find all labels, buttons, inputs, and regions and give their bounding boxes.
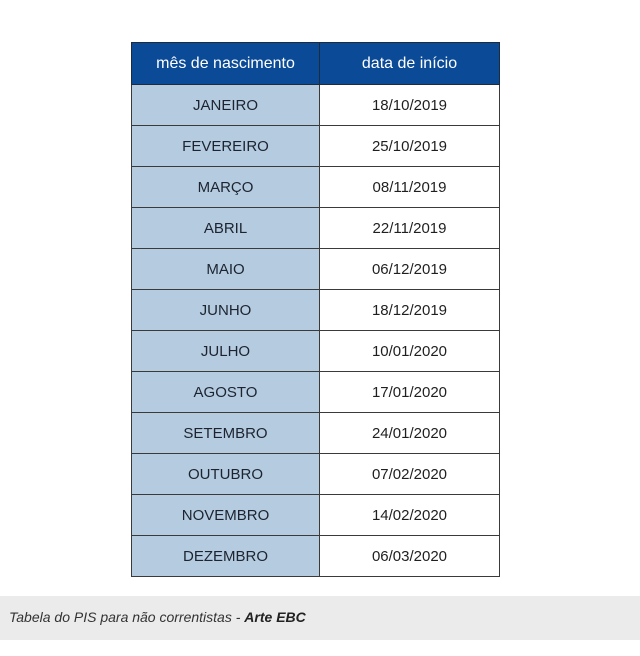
month-cell: JANEIRO [132,85,320,126]
table-row [132,85,500,126]
header-start-date: data de início [320,43,500,85]
month-cell: MAIO [132,249,320,290]
date-cell: 06/12/2019 [320,249,500,290]
date-cell: 08/11/2019 [320,167,500,208]
month-cell: ABRIL [132,208,320,249]
month-cell: OUTUBRO [132,454,320,495]
date-cell: 14/02/2020 [320,495,500,536]
table-row [132,495,500,536]
month-cell: SETEMBRO [132,413,320,454]
pis-schedule-table [131,42,500,577]
table-row [132,372,500,413]
date-cell: 06/03/2020 [320,536,500,577]
month-cell: JULHO [132,331,320,372]
date-cell: 18/12/2019 [320,290,500,331]
caption-description: Tabela do PIS para não correntistas - [9,609,245,625]
table-row [132,167,500,208]
image-caption-bar [0,596,640,640]
table-row [132,290,500,331]
table-row [132,208,500,249]
table-row [132,536,500,577]
table-header-row [132,43,500,85]
date-cell: 10/01/2020 [320,331,500,372]
date-cell: 22/11/2019 [320,208,500,249]
table-row [132,126,500,167]
date-cell: 07/02/2020 [320,454,500,495]
month-cell: DEZEMBRO [132,536,320,577]
month-cell: MARÇO [132,167,320,208]
date-cell: 18/10/2019 [320,85,500,126]
date-cell: 24/01/2020 [320,413,500,454]
table-row [132,454,500,495]
table-row [132,413,500,454]
image-caption [9,609,306,625]
table-row [132,249,500,290]
caption-credit: Arte EBC [244,609,306,625]
date-cell: 17/01/2020 [320,372,500,413]
date-cell: 25/10/2019 [320,126,500,167]
month-cell: NOVEMBRO [132,495,320,536]
table-row [132,331,500,372]
month-cell: JUNHO [132,290,320,331]
header-birth-month: mês de nascimento [132,43,320,85]
pis-schedule-table-container [131,42,499,577]
month-cell: AGOSTO [132,372,320,413]
month-cell: FEVEREIRO [132,126,320,167]
